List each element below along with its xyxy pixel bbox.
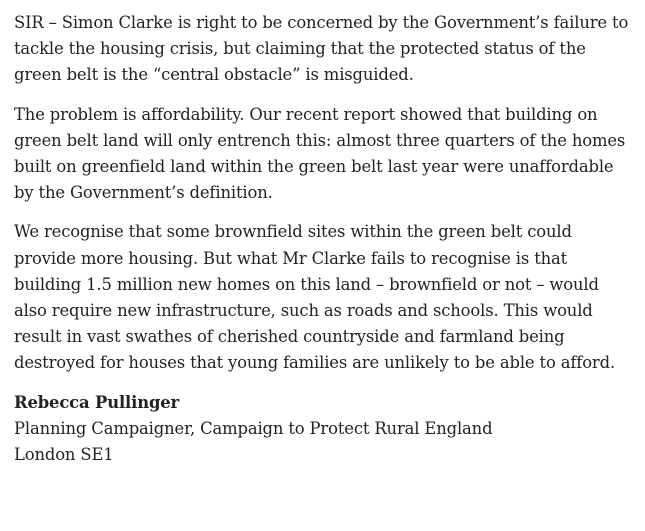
signature-name: Rebecca Pullinger [14, 392, 180, 412]
letter-signature [14, 390, 636, 469]
letter-paragraph-3: We recognise that some brownfield sites within the green belt could provide more housing. But what Mr Clarke fails to recognise is that building 1.5 million new homes on this land – brownfield or not – would also require new infrastructure, such as roads and schools. This would result in vast swathes of cherished countryside and farmland being destroyed for houses that young families are unlikely to be able to afford. [14, 222, 615, 373]
letter-paragraph-2: The problem is affordability. Our recent report showed that building on green belt land will only entrench this: almost three quarters of the homes built on greenfield land within the green belt last year were unaffordable by the Government’s definition. [14, 104, 626, 203]
letter-body [14, 10, 636, 468]
signature-location: London SE1 [14, 445, 114, 465]
letter-paragraph-1: SIR – Simon Clarke is right to be concerned by the Government’s failure to tackle the housing crisis, but claiming that the protected status of the green belt is the “central obstacle” is misguided. [14, 13, 629, 85]
signature-title: Planning Campaigner, Campaign to Protect Rural England [14, 418, 493, 438]
